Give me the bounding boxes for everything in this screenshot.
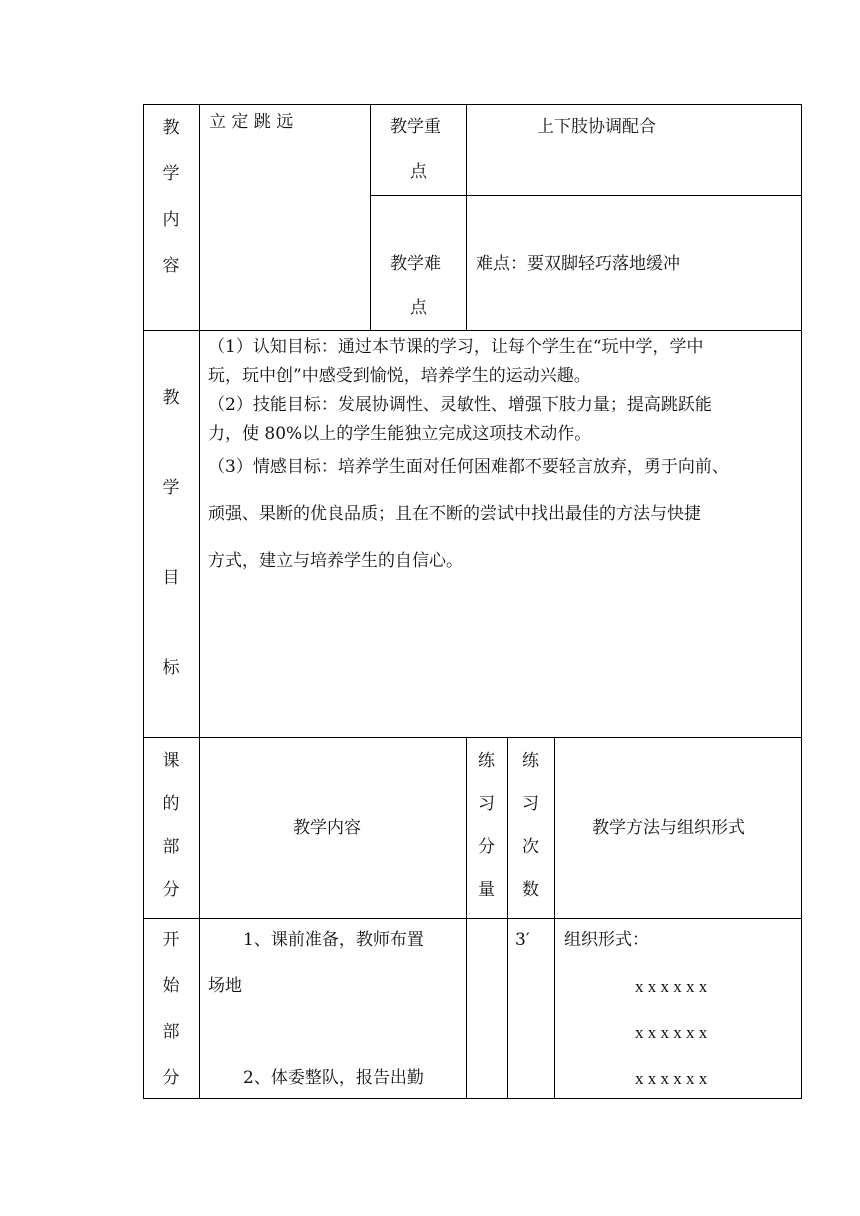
section-label-part: 课 的 部 分 <box>162 751 180 900</box>
focus-label-line-2: 点 <box>410 162 427 182</box>
table-rule <box>143 737 801 738</box>
column-header-practice-amount: 练 习 分 量 <box>478 751 495 900</box>
goal-line: （3）情感目标：培养学生面对任何困难都不要轻言放弃，勇于向前、 <box>208 457 729 477</box>
section-label-goals: 教 学 目 标 <box>162 388 180 678</box>
section-label-start: 开 始 部 分 <box>162 930 180 1088</box>
method-label: 组织形式： <box>564 930 649 950</box>
table-rule <box>466 104 467 331</box>
difficulty-label-line-2: 点 <box>410 298 427 318</box>
table-border-right <box>801 104 802 1099</box>
table-border-bottom <box>143 1098 801 1099</box>
goal-line: 力，使 80%以上的学生能独立完成这项技术动作。 <box>208 424 592 444</box>
column-header-method: 教学方法与组织形式 <box>592 818 745 838</box>
start-practice-count: 3′ <box>515 930 530 950</box>
formation-row: x x x x x x <box>635 1069 708 1088</box>
goal-line: 方式，建立与培养学生的自信心。 <box>208 551 463 571</box>
column-header-practice-count: 练 习 次 数 <box>522 751 539 900</box>
difficulty-value: 难点：要双脚轻巧落地缓冲 <box>476 254 680 274</box>
table-rule <box>370 195 801 196</box>
table-rule <box>554 737 555 1099</box>
table-rule <box>143 330 801 331</box>
start-content-line-3: 2、体委整队，报告出勤 <box>243 1068 424 1088</box>
lesson-title: 立 定 跳 远 <box>209 112 294 132</box>
goals-text <box>208 339 798 729</box>
focus-label-line-1: 教学重 <box>390 117 441 137</box>
difficulty-label-line-1: 教学难 <box>390 254 441 274</box>
table-rule <box>143 918 801 919</box>
section-label-content: 教 学 内 容 <box>162 118 180 276</box>
start-content-line-1: 1、课前准备，教师布置 <box>243 930 424 950</box>
goal-line: （1）认知目标：通过本节课的学习，让每个学生在“玩中学，学中 <box>208 337 704 357</box>
formation-row: x x x x x x <box>635 1023 708 1042</box>
goal-line: 玩，玩中创”中感受到愉悦，培养学生的运动兴趣。 <box>208 366 591 386</box>
table-rule <box>199 104 200 1099</box>
formation-row: x x x x x x <box>635 977 708 996</box>
goal-line: （2）技能目标：发展协调性、灵敏性、增强下肢力量；提高跳跃能 <box>208 395 712 415</box>
column-header-content: 教学内容 <box>293 818 361 838</box>
table-rule <box>370 104 371 331</box>
goal-line: 顽强、果断的优良品质；且在不断的尝试中找出最佳的方法与快捷 <box>208 504 701 524</box>
focus-value: 上下肢协调配合 <box>537 117 656 137</box>
table-border-top <box>143 104 801 105</box>
start-content-line-2: 场地 <box>208 976 242 996</box>
